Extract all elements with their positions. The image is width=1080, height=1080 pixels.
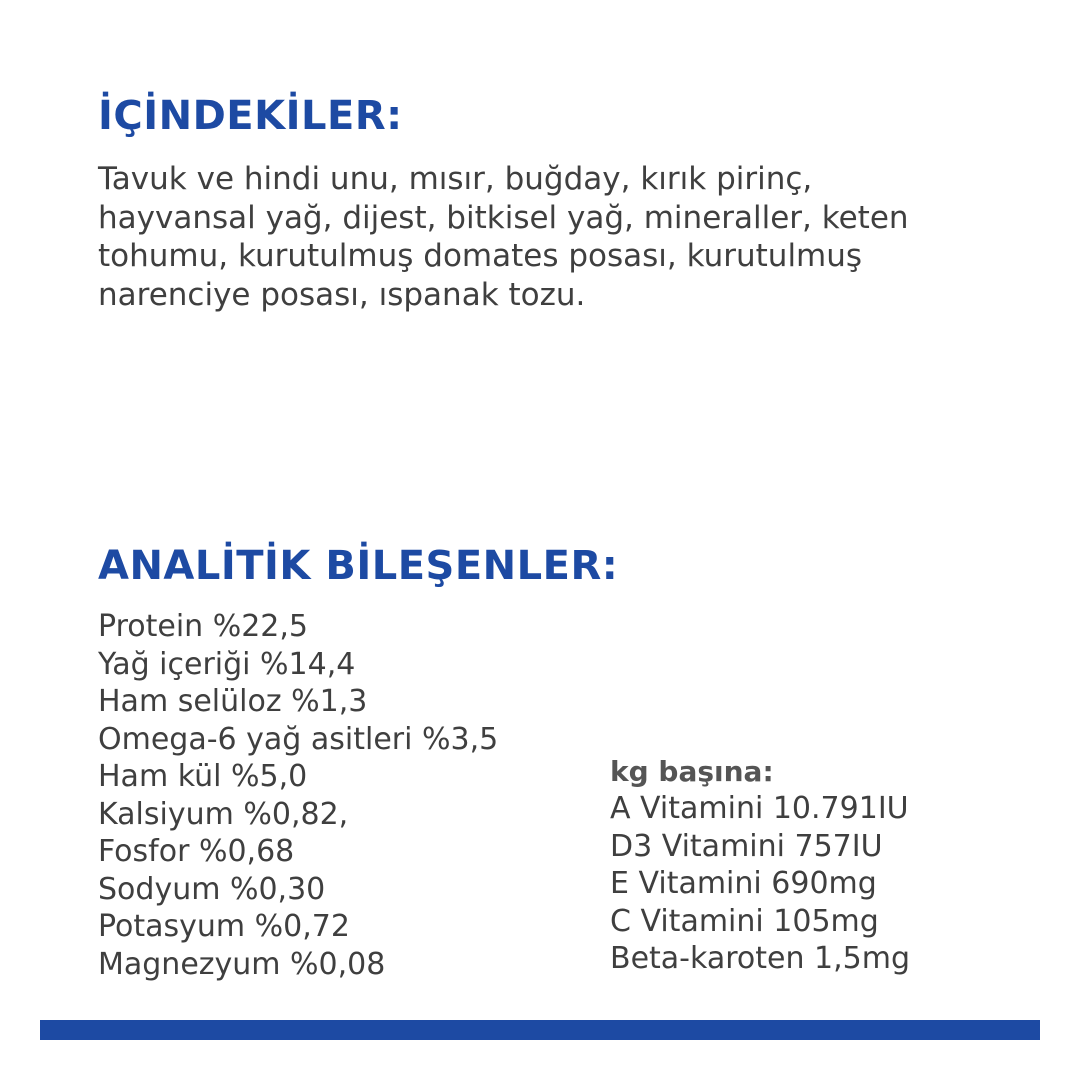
analytic-item-potassium: Potasyum %0,72 [98, 909, 350, 944]
ingredients-line: narenciye posası, ıspanak tozu. [98, 276, 586, 313]
vitamin-heading: kg başına: [610, 755, 774, 788]
analytic-item-phosphorus: Fosfor %0,68 [98, 834, 295, 869]
vitamin-item-c: C Vitamini 105mg [610, 903, 879, 939]
vitamin-block [610, 754, 910, 978]
analytic-item-fat: Yağ içeriği %14,4 [98, 646, 356, 682]
ingredients-title: İÇİNDEKİLER: [98, 93, 403, 139]
analytics-title: ANALİTİK BİLEŞENLER: [98, 543, 619, 589]
ingredients-line: tohumu, kurutulmuş domates posası, kurutulmuş [98, 238, 863, 274]
analytic-item-magnesium: Magnezyum %0,08 [98, 946, 386, 982]
vitamin-item-e: E Vitamini 690mg [610, 866, 877, 901]
vitamin-item-a: A Vitamini 10.791IU [610, 791, 909, 826]
analytic-item-omega6: Omega-6 yağ asitleri %3,5 [98, 721, 499, 757]
analytic-list [98, 608, 498, 983]
ingredients-line: hayvansal yağ, dijest, bitkisel yağ, mineraller, keten [98, 199, 909, 236]
analytic-item-sodium: Sodyum %0,30 [98, 871, 326, 907]
analytic-item-ash: Ham kül %5,0 [98, 759, 308, 794]
analytic-item-calcium: Kalsiyum %0,82, [98, 796, 349, 832]
vitamin-list [610, 790, 910, 978]
vitamin-item-d3: D3 Vitamini 757IU [610, 828, 883, 864]
bottom-accent-bar [40, 1020, 1040, 1040]
vitamin-item-beta-carotene: Beta-karoten 1,5mg [610, 941, 911, 976]
analytic-item-fiber: Ham selüloz %1,3 [98, 684, 368, 719]
ingredients-text [98, 160, 998, 314]
analytic-item-protein: Protein %22,5 [98, 609, 308, 644]
ingredients-line: Tavuk ve hindi unu, mısır, buğday, kırık pirinç, [98, 161, 813, 197]
